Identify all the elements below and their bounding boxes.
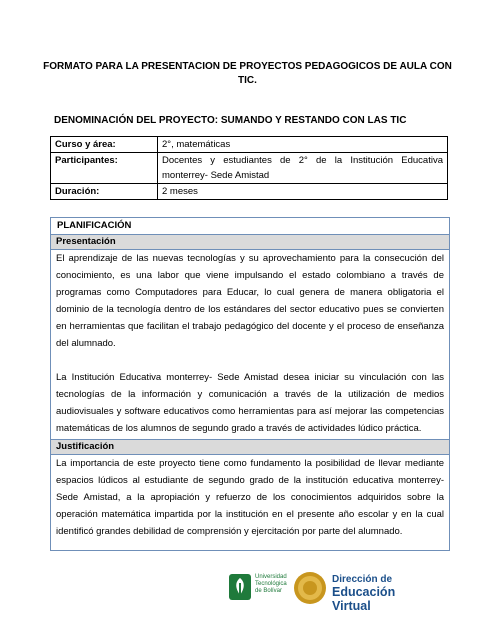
presentation-paragraph-2: La Institución Educativa monterrey- Sede Amistad desea iniciar su vinculación con las tecnologías de la información y comunicación a través de la utilización de medios audiovisuales y software educativos como herramientas para así mejorar las competencias matemáticas de los alumnos de segundo grado a través de actividades lúdico práctica.: [56, 372, 444, 434]
utb-line-1: Universidad: [255, 574, 287, 580]
presentation-heading: Presentación: [51, 235, 449, 250]
justification-block: [51, 455, 449, 550]
utb-line-3: de Bolívar: [255, 588, 283, 594]
planning-heading: PLANIFICACIÓN: [51, 218, 449, 235]
planning-section: [50, 217, 450, 551]
course-label: Curso y área:: [51, 137, 158, 153]
virtual-education-logo: [332, 574, 428, 613]
duration-value: 2 meses: [158, 184, 448, 200]
virtual-line-1: Dirección de: [332, 574, 393, 585]
duration-label: Duración:: [51, 184, 158, 200]
participants-label: Participantes:: [51, 153, 158, 184]
anniversary-seal-icon: [293, 571, 327, 605]
virtual-line-2: Educación Virtual: [332, 585, 396, 613]
document-title: FORMATO PARA LA PRESENTACION DE PROYECTOS PEDAGOGICOS DE AULA CON TIC.: [43, 61, 452, 86]
footer-logos: [228, 571, 428, 613]
utb-logo-icon: [228, 573, 252, 601]
participants-value: Docentes y estudiantes de 2° de la Institución Educativa monterrey- Sede Amistad: [158, 153, 448, 184]
utb-name: [255, 574, 287, 595]
presentation-block: [51, 250, 449, 440]
utb-line-2: Tecnológica: [255, 581, 287, 587]
justification-heading: Justificación: [51, 440, 449, 455]
justification-paragraph: La importancia de este proyecto tiene como fundamento la posibilidad de llevar mediante espacios lúdicos al estudiante de segundo grado de la institución educativa monterrey- Sede Amistad, a la apropiación y refuerzo de los conocimientos adquiridos sobre la operación matemática impartida por la institución en el presente año escolar y en la cual identificó grandes debilidad de comprensión y ejercitación por parte del alumnado.: [56, 458, 444, 537]
course-value: 2°, matemáticas: [158, 137, 448, 153]
project-info-table: [50, 136, 448, 200]
table-row: [51, 184, 448, 200]
presentation-paragraph-1: El aprendizaje de las nuevas tecnologías y su aprovechamiento para la consecución del conocimiento, es una labor que viene impulsando el estado colombiano a través de programas como Computadores para Educar, lo cual genera de manera obligatoria el dominio de la tecnología dentro de los estándares del sector educativo pues se convierten en herramientas que facilitan el trabajo pedagógico del docente y el proceso de enseñanza del alumnado.: [56, 253, 444, 349]
table-row: [51, 153, 448, 184]
table-row: [51, 137, 448, 153]
project-name: DENOMINACIÓN DEL PROYECTO: SUMANDO Y RESTANDO CON LAS TIC: [54, 115, 407, 126]
